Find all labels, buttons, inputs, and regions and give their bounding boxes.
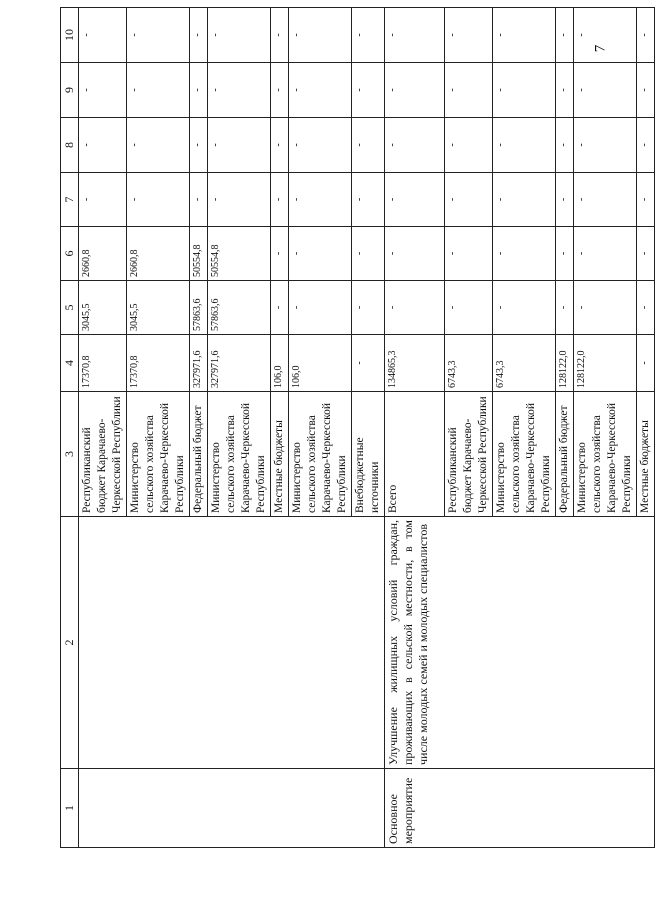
column-header-9: 9 (61, 63, 79, 118)
value-col7: - (574, 173, 637, 227)
value-col10: - (127, 8, 190, 63)
table-row (79, 8, 127, 848)
value-col9: - (79, 63, 127, 118)
column-header-8: 8 (61, 118, 79, 173)
value-col6: - (637, 227, 655, 281)
column-header-7: 7 (61, 173, 79, 227)
value-col7: - (271, 173, 289, 227)
value-col5: - (445, 281, 493, 335)
value-col6: 50554,8 (208, 227, 271, 281)
value-col5: - (556, 281, 574, 335)
value-col6: - (574, 227, 637, 281)
value-col6: - (352, 227, 385, 281)
value-col8: - (493, 118, 556, 173)
funding-source: Министерство сельского хозяйства Карачаево-Черкесской Республики (493, 392, 556, 517)
value-col4: 327971,6 (208, 335, 271, 392)
funding-source: Федеральный бюджет (556, 392, 574, 517)
column-header-10: 10 (61, 8, 79, 63)
value-col6: 2660,8 (79, 227, 127, 281)
funding-source: Министерство сельского хозяйства Карачаево-Черкесской Республики (289, 392, 352, 517)
header-row (61, 8, 79, 848)
value-col7: - (352, 173, 385, 227)
value-col7: - (385, 173, 445, 227)
column-header-3: 3 (61, 392, 79, 517)
page-number: 7 (592, 44, 609, 53)
funding-source: Местные бюджеты (637, 392, 655, 517)
funding-table (60, 7, 655, 848)
value-col7: - (556, 173, 574, 227)
value-col5: - (574, 281, 637, 335)
funding-source: Министерство сельского хозяйства Карачаево-Черкесской Республики (208, 392, 271, 517)
value-col4: - (637, 335, 655, 392)
value-col10: - (385, 8, 445, 63)
value-col9: - (574, 63, 637, 118)
cont-col2-cell (79, 517, 385, 769)
funding-source: Всего (385, 392, 445, 517)
value-col4: 128122,0 (574, 335, 637, 392)
value-col5: - (271, 281, 289, 335)
value-col9: - (208, 63, 271, 118)
value-col7: - (445, 173, 493, 227)
value-col4: 106,0 (271, 335, 289, 392)
value-col10: - (208, 8, 271, 63)
value-col10: - (352, 8, 385, 63)
table-row (385, 8, 445, 848)
value-col4: 6743,3 (493, 335, 556, 392)
value-col5: - (352, 281, 385, 335)
value-col4: 17370,8 (127, 335, 190, 392)
funding-source: Республиканский бюджет Карачаево-Черкесской Республики (79, 392, 127, 517)
value-col5: 57863,6 (190, 281, 208, 335)
value-col10: - (574, 8, 637, 63)
value-col10: - (289, 8, 352, 63)
value-col8: - (79, 118, 127, 173)
value-col5: 3045,5 (127, 281, 190, 335)
value-col9: - (271, 63, 289, 118)
value-col9: - (190, 63, 208, 118)
value-col9: - (352, 63, 385, 118)
value-col6: - (289, 227, 352, 281)
value-col5: 3045,5 (79, 281, 127, 335)
column-header-5: 5 (61, 281, 79, 335)
value-col8: - (445, 118, 493, 173)
value-col10: - (445, 8, 493, 63)
funding-source: Федеральный бюджет (190, 392, 208, 517)
value-col5: - (637, 281, 655, 335)
funding-source: Местные бюджеты (271, 392, 289, 517)
value-col6: - (556, 227, 574, 281)
value-col6: 2660,8 (127, 227, 190, 281)
value-col8: - (271, 118, 289, 173)
value-col8: - (352, 118, 385, 173)
value-col5: - (289, 281, 352, 335)
value-col7: - (127, 173, 190, 227)
value-col8: - (637, 118, 655, 173)
value-col8: - (385, 118, 445, 173)
value-col8: - (556, 118, 574, 173)
column-header-4: 4 (61, 335, 79, 392)
value-col7: - (289, 173, 352, 227)
value-col8: - (127, 118, 190, 173)
value-col9: - (493, 63, 556, 118)
value-col4: - (352, 335, 385, 392)
value-col4: 106,0 (289, 335, 352, 392)
value-col9: - (127, 63, 190, 118)
value-col6: - (271, 227, 289, 281)
funding-source: Министерство сельского хозяйства Карачаево-Черкесской Республики (127, 392, 190, 517)
column-header-6: 6 (61, 227, 79, 281)
cont-col1-cell (79, 769, 385, 848)
rotated-page (60, 8, 651, 848)
value-col7: - (493, 173, 556, 227)
value-col8: - (208, 118, 271, 173)
value-col10: - (556, 8, 574, 63)
value-col10: - (190, 8, 208, 63)
value-col7: - (190, 173, 208, 227)
value-col5: - (493, 281, 556, 335)
value-col4: 128122,0 (556, 335, 574, 392)
value-col10: - (637, 8, 655, 63)
funding-source: Внебюджетные источники (352, 392, 385, 517)
column-header-1: 1 (61, 769, 79, 848)
value-col4: 6743,3 (445, 335, 493, 392)
value-col7: - (208, 173, 271, 227)
value-col9: - (289, 63, 352, 118)
value-col7: - (79, 173, 127, 227)
value-col6: - (385, 227, 445, 281)
value-col7: - (637, 173, 655, 227)
value-col9: - (637, 63, 655, 118)
value-col8: - (190, 118, 208, 173)
value-col4: 327971,6 (190, 335, 208, 392)
funding-source: Республиканский бюджет Карачаево-Черкесской Республики (445, 392, 493, 517)
value-col8: - (289, 118, 352, 173)
value-col5: - (385, 281, 445, 335)
value-col10: - (79, 8, 127, 63)
value-col6: 50554,8 (190, 227, 208, 281)
funding-source: Министерство сельского хозяйства Карачаево-Черкесской Республики (574, 392, 637, 517)
value-col9: - (556, 63, 574, 118)
value-col4: 134865,3 (385, 335, 445, 392)
measure-type: Основное мероприятие (385, 769, 655, 848)
value-col6: - (493, 227, 556, 281)
value-col9: - (445, 63, 493, 118)
value-col9: - (385, 63, 445, 118)
value-col5: 57863,6 (208, 281, 271, 335)
measure-name: Улучшение жилищных условий граждан, проживающих в сельской местности, в том числе молодых семей и молодых специалистов (385, 517, 655, 769)
value-col4: 17370,8 (79, 335, 127, 392)
value-col6: - (445, 227, 493, 281)
value-col10: - (271, 8, 289, 63)
value-col10: - (493, 8, 556, 63)
value-col8: - (574, 118, 637, 173)
column-header-2: 2 (61, 517, 79, 769)
